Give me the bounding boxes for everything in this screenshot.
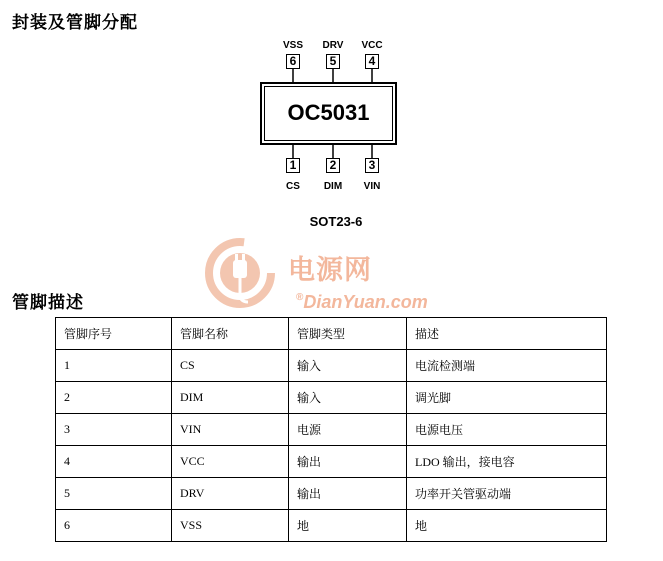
plug-logo-icon	[200, 236, 292, 318]
table-row	[56, 382, 607, 414]
table-cell: 地	[407, 510, 607, 542]
table-cell: 输出	[289, 446, 407, 478]
pin-5-label: DRV	[322, 40, 344, 51]
watermark-en	[296, 292, 428, 313]
table-cell: 电流检测端	[407, 350, 607, 382]
table-cell: LDO 输出，接电容	[407, 446, 607, 478]
table-cell: DRV	[172, 478, 289, 510]
pin-description-table	[55, 317, 607, 542]
table-cell: DIM	[172, 382, 289, 414]
table-cell: 电源电压	[407, 414, 607, 446]
table-row	[56, 478, 607, 510]
pin-1-label: CS	[286, 181, 300, 192]
table-cell: 调光脚	[407, 382, 607, 414]
table-cell: 输出	[289, 478, 407, 510]
pin-desc-section-title: 管脚描述	[12, 293, 84, 313]
table-cell: 功率开关管驱动端	[407, 478, 607, 510]
table-cell: 6	[56, 510, 172, 542]
table-cell: VIN	[172, 414, 289, 446]
watermark-cn: 电源网	[288, 255, 372, 286]
table-cell: 输入	[289, 350, 407, 382]
table-cell: 4	[56, 446, 172, 478]
pin-6-label: VSS	[282, 40, 303, 51]
table-row	[56, 414, 607, 446]
table-cell: 5	[56, 478, 172, 510]
pin-4-label: VCC	[361, 40, 383, 51]
pin-6-number: 6	[286, 54, 300, 69]
table-header-row	[56, 318, 607, 350]
registered-mark: ®	[296, 292, 304, 303]
pin-5-number: 5	[326, 54, 340, 69]
table-cell: VSS	[172, 510, 289, 542]
table-cell: VCC	[172, 446, 289, 478]
table-cell: 地	[289, 510, 407, 542]
pin-3-label: VIN	[363, 181, 381, 192]
pin-3-number: 3	[365, 158, 379, 173]
table-cell: 1	[56, 350, 172, 382]
pin-2-label: DIM	[323, 181, 343, 192]
watermark-en-text: DianYuan.com	[303, 292, 428, 312]
table-row	[56, 446, 607, 478]
chip-name: OC5031	[264, 86, 393, 141]
table-cell: 3	[56, 414, 172, 446]
package-section-title: 封装及管脚分配	[12, 13, 138, 33]
table-row	[56, 350, 607, 382]
package-name: SOT23-6	[309, 214, 363, 229]
table-cell: 输入	[289, 382, 407, 414]
header-cell: 管脚序号	[56, 318, 172, 350]
table-cell: CS	[172, 350, 289, 382]
pin-2-number: 2	[326, 158, 340, 173]
pin-1-number: 1	[286, 158, 300, 173]
table-cell: 2	[56, 382, 172, 414]
pin-4-number: 4	[365, 54, 379, 69]
header-cell: 管脚类型	[289, 318, 407, 350]
header-cell: 管脚名称	[172, 318, 289, 350]
table-row	[56, 510, 607, 542]
table-cell: 电源	[289, 414, 407, 446]
header-cell: 描述	[407, 318, 607, 350]
